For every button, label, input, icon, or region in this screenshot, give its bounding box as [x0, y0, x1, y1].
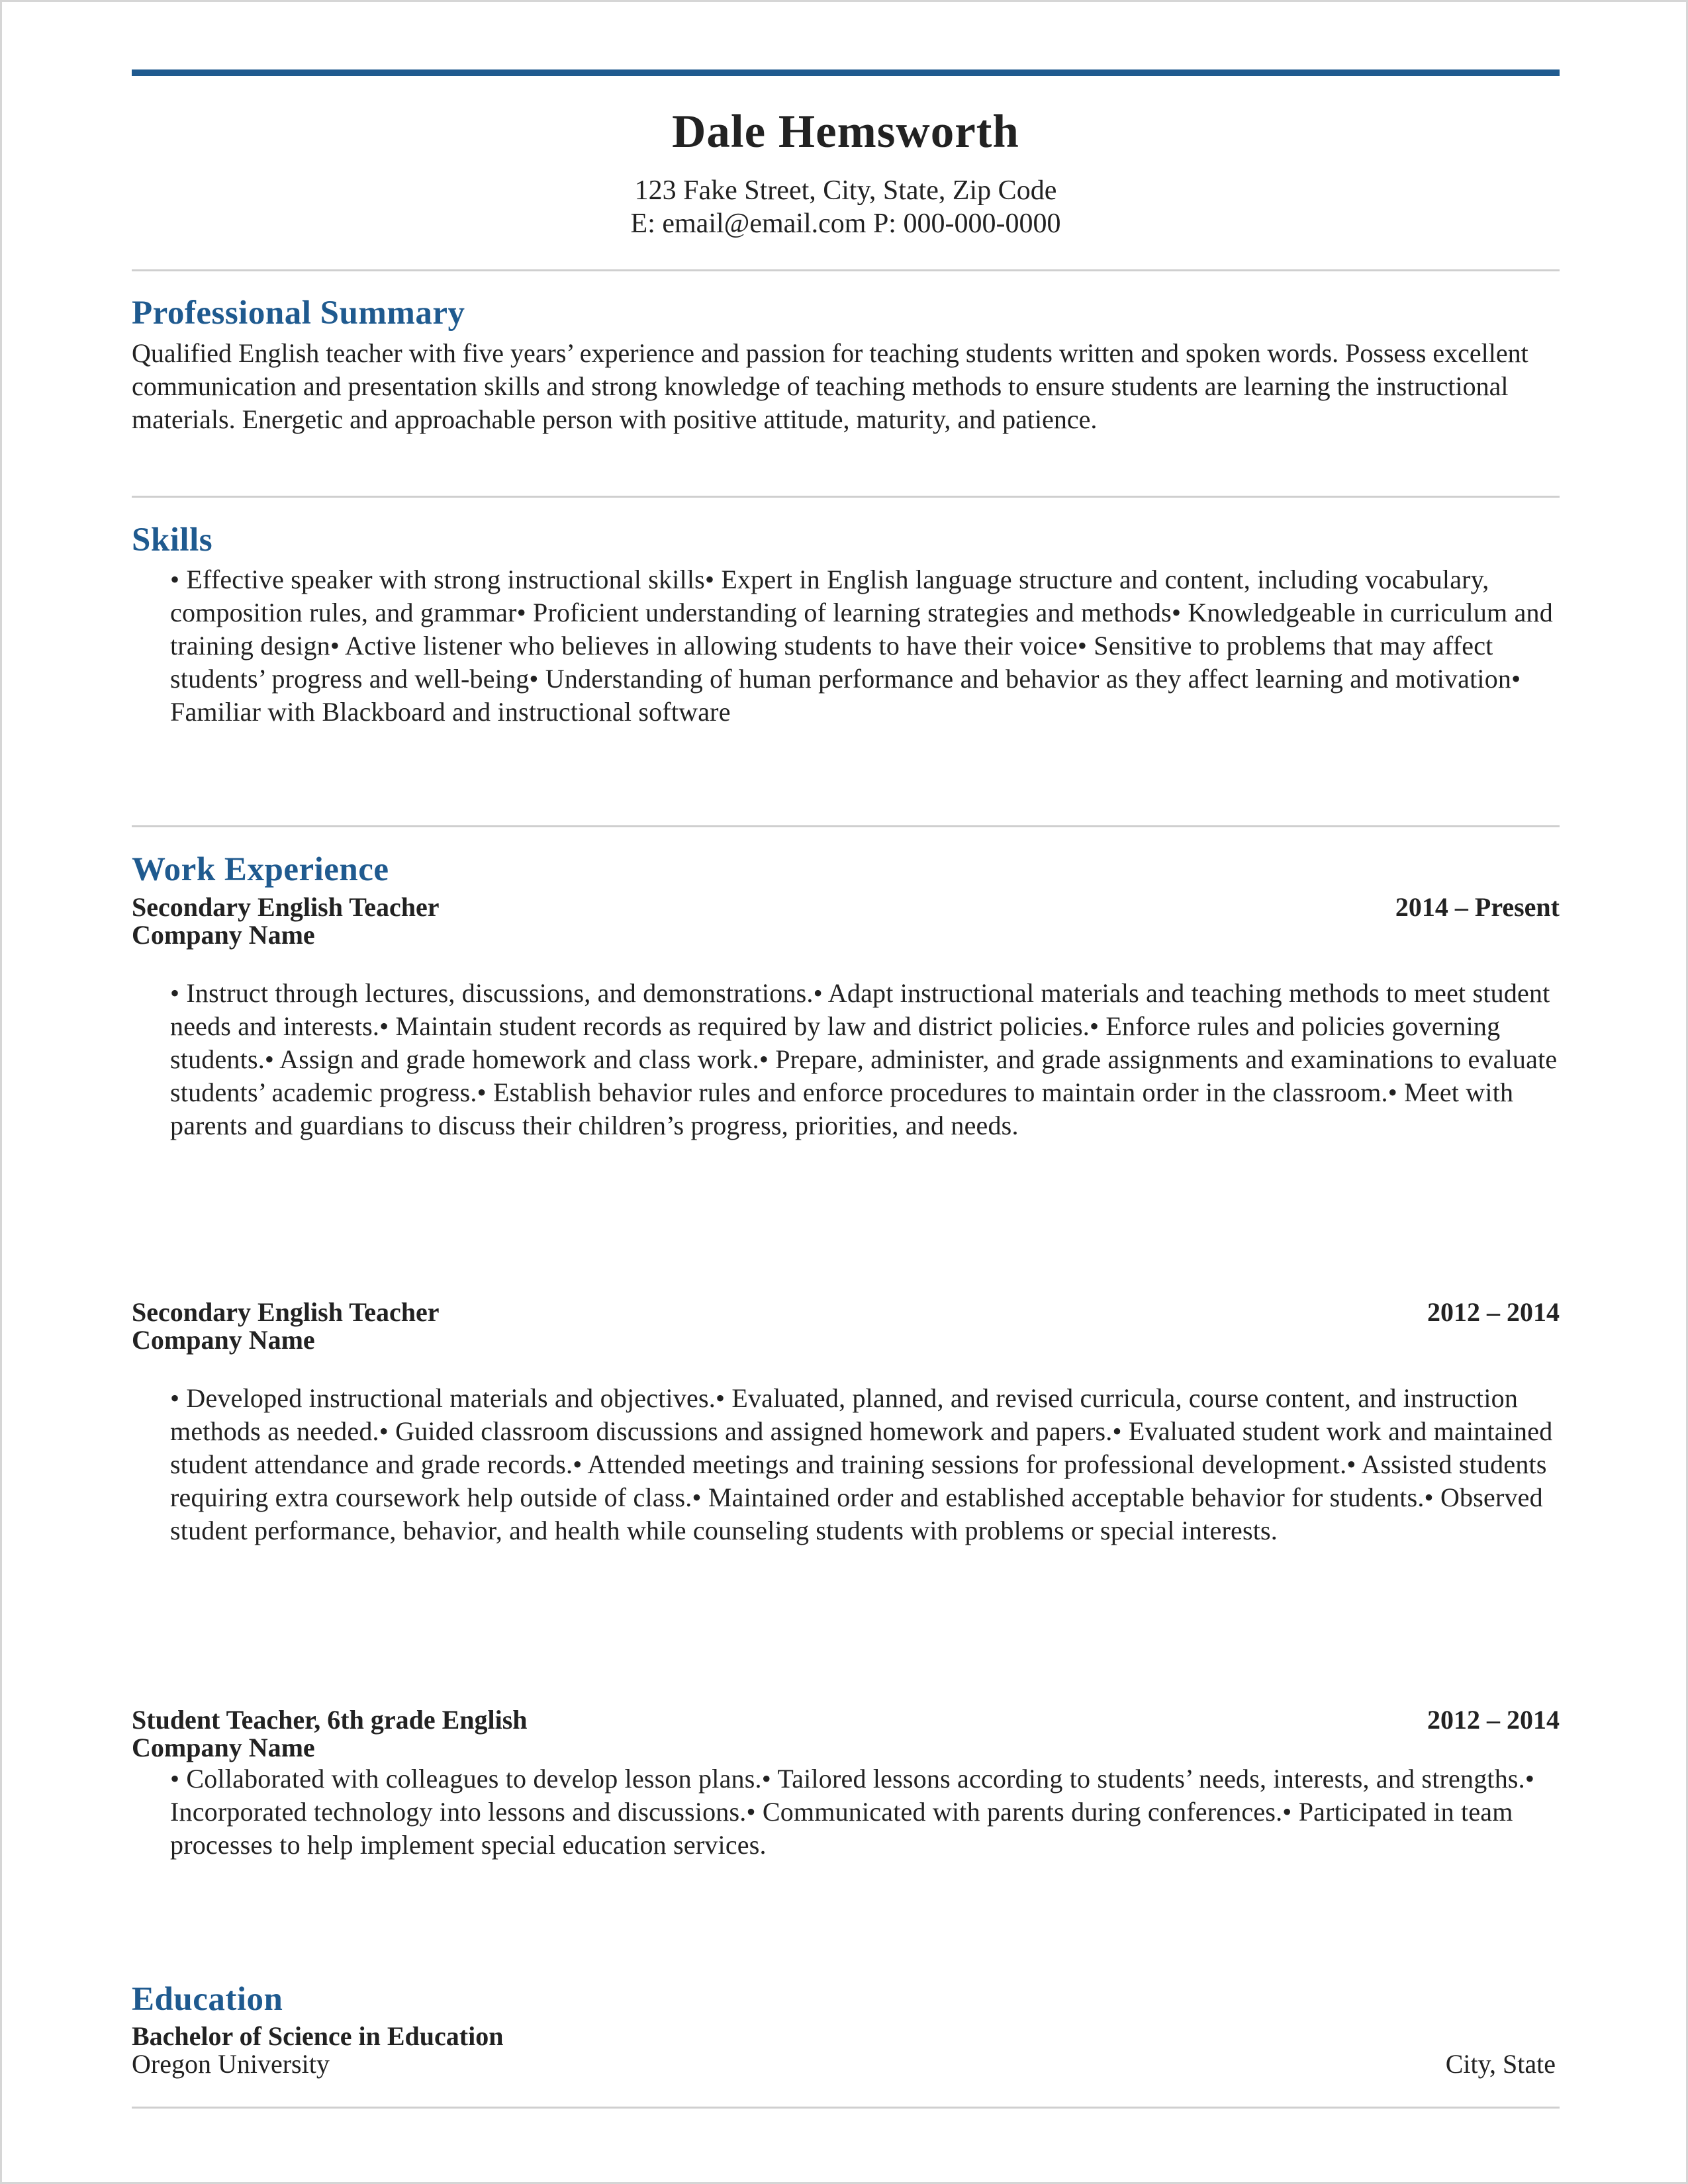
job-title: Secondary English Teacher	[132, 892, 440, 922]
section-title-education: Education	[132, 1981, 283, 2018]
company-name: Company Name	[132, 920, 315, 950]
company-name: Company Name	[132, 1325, 315, 1355]
company-name: Company Name	[132, 1733, 315, 1762]
job-details: • Collaborated with colleagues to develop lesson plans.• Tailored lessons according to students’ needs, interests, and strengths.• Incorporated technology into lessons and discussions.• Communicated with parents during conferences.• Participated in team processes to help implement special education services.	[170, 1764, 1535, 1860]
section-title-summary: Professional Summary	[132, 295, 465, 332]
divider	[132, 2107, 1560, 2109]
job-title: Student Teacher, 6th grade English	[132, 1705, 528, 1735]
resume-header	[132, 101, 1560, 240]
divider	[132, 825, 1560, 827]
divider	[132, 269, 1560, 271]
top-accent-rule	[132, 69, 1560, 76]
school-location: City, State	[1445, 2049, 1556, 2079]
school-name: Oregon University	[132, 2049, 330, 2079]
section-title-skills: Skills	[132, 522, 213, 559]
address-line: 123 Fake Street, City, State, Zip Code	[634, 175, 1057, 206]
job-details: • Developed instructional materials and objectives.• Evaluated, planned, and revised curricula, course content, and instruction methods as needed.• Guided classroom discussions and assigned homework and papers.• Evaluated student work and maintained student attendance and grade records.• Attended meetings and training sessions for professional development.• Assisted students requiring extra coursework help outside of class.• Maintained order and established acceptable behavior for students.• Observed student performance, behavior, and health while counseling students with problems or special interests.	[170, 1383, 1553, 1545]
degree-name: Bachelor of Science in Education	[132, 2021, 504, 2051]
job-dates: 2012 – 2014	[1427, 1705, 1560, 1735]
job-dates: 2014 – Present	[1395, 892, 1560, 922]
candidate-name: Dale Hemsworth	[672, 106, 1019, 158]
section-title-experience: Work Experience	[132, 851, 389, 888]
job-dates: 2012 – 2014	[1427, 1297, 1560, 1327]
job-details: • Instruct through lectures, discussions, and demonstrations.• Adapt instructional materials and teaching methods to meet student needs and interests.• Maintain student records as required by law and district policies.• Enforce rules and policies governing students.• Assign and grade homework and class work.• Prepare, administer, and grade assignments and examinations to evaluate students’ academic progress.• Establish behavior rules and enforce procedures to maintain order in the classroom.• Meet with parents and guardians to discuss their children’s progress, priorities, and needs.	[170, 978, 1558, 1140]
summary-text: Qualified English teacher with five years’ experience and passion for teaching students written and spoken words. Possess excellent communication and presentation skills and strong knowledge of teaching methods to ensure students are learning the instructional materials. Energetic and approachable person with positive attitude, maturity, and patience.	[132, 338, 1528, 434]
contact-line: E: email@email.com P: 000-000-0000	[630, 208, 1061, 239]
divider	[132, 496, 1560, 498]
job-title: Secondary English Teacher	[132, 1297, 440, 1327]
skills-list: • Effective speaker with strong instructional skills• Expert in English language structure and content, including vocabulary, composition rules, and grammar• Proficient understanding of learning strategies and methods• Knowledgeable in curriculum and training design• Active listener who believes in allowing students to have their voice• Sensitive to problems that may affect students’ progress and well-being• Understanding of human performance and behavior as they affect learning and motivation• Familiar with Blackboard and instructional software	[170, 565, 1553, 727]
